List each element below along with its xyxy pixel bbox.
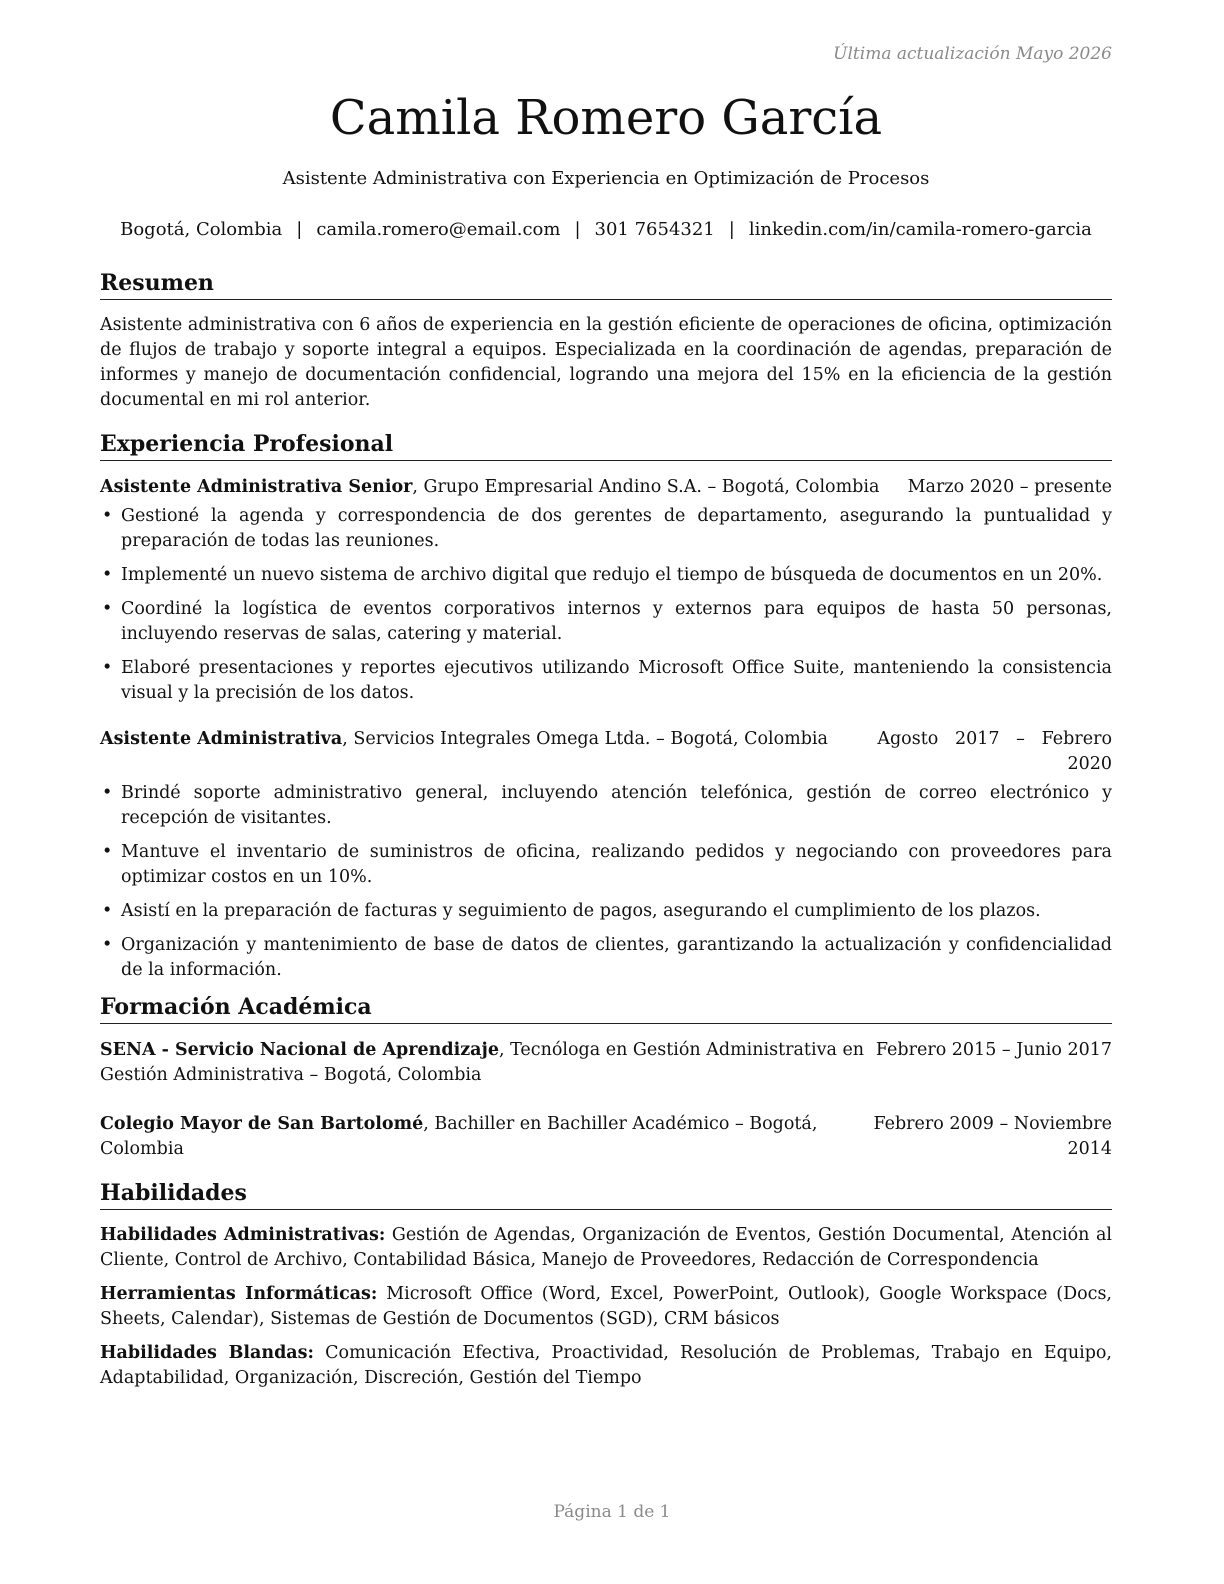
education-degree: , Tecnóloga en Gestión Administrativa en [498, 1040, 865, 1060]
job-header [100, 475, 1112, 500]
job-dates: Marzo 2020 – presente [907, 477, 1112, 497]
contact-phone[interactable]: 301 7654321 [594, 219, 715, 240]
job-bullet [100, 563, 1112, 588]
bullet-text: Brindé soporte administrativo general, incluyendo atención telefónica, gestión de correo electrónico y recepción de visitantes. [121, 783, 1112, 828]
bullet-dot-icon: • [102, 565, 113, 585]
education-dates [873, 1112, 1112, 1162]
skill-group-label: Habilidades Blandas: [100, 1343, 314, 1363]
contact-linkedin[interactable]: linkedin.com/in/camila-romero-garcia [748, 219, 1092, 240]
job-header [100, 727, 1112, 777]
skill-group [100, 1341, 1112, 1391]
job-dates [877, 727, 1112, 777]
section-title-summary: Resumen [100, 269, 1112, 300]
contact-separator: | [296, 219, 303, 240]
job-title-company [100, 727, 828, 777]
bullet-dot-icon: • [102, 506, 113, 526]
education-degree-cont: Gestión Administrativa – Bogotá, Colombia [100, 1065, 482, 1085]
candidate-headline: Asistente Administrativa con Experiencia en Optimización de Procesos [282, 168, 930, 189]
job-role: Asistente Administrativa Senior [100, 477, 413, 497]
contact-location: Bogotá, Colombia [120, 219, 283, 240]
bullet-dot-icon: • [102, 783, 113, 803]
contact-separator: | [574, 219, 581, 240]
education-degree: , Bachiller en Bachiller Académico – Bogotá, Colombia [100, 1114, 818, 1159]
education-institution-degree [100, 1112, 873, 1162]
skill-group-text: Microsoft Office (Word, Excel, PowerPoint, Outlook), Google Workspace (Docs, Sheets, Calendar), Sistemas de Gestión de Documentos (SGD), CRM básicos [100, 1284, 1112, 1329]
bullet-text: Coordiné la logística de eventos corporativos internos y externos para equipos de hasta 50 personas, incluyendo reservas de salas, catering y material. [121, 599, 1112, 644]
job-bullets [100, 781, 1112, 983]
education-line [100, 1038, 1112, 1063]
job-dates-line1: Agosto 2017 – Febrero [877, 729, 1112, 749]
bullet-dot-icon: • [102, 599, 113, 619]
education-entry [100, 1038, 1112, 1088]
job-bullet [100, 899, 1112, 924]
skill-group [100, 1282, 1112, 1332]
bullet-dot-icon: • [102, 935, 113, 955]
education-institution-degree [100, 1038, 864, 1063]
education-dates-line1: Febrero 2009 – Noviembre [873, 1114, 1112, 1134]
contact-email[interactable]: camila.romero@email.com [316, 219, 561, 240]
bullet-dot-icon: • [102, 658, 113, 678]
candidate-name: Camila Romero García [329, 90, 883, 146]
bullet-text: Mantuve el inventario de suministros de oficina, realizando pedidos y negociando con proveedores para optimizar costos en un 10%. [121, 842, 1112, 887]
job-bullet [100, 597, 1112, 647]
summary-section [100, 269, 1112, 413]
job-bullet [100, 656, 1112, 706]
bullet-dot-icon: • [102, 842, 113, 862]
education-entry [100, 1112, 1112, 1162]
job-bullet [100, 933, 1112, 983]
section-title-skills: Habilidades [100, 1179, 1112, 1210]
page-number: Página 1 de 1 [553, 1502, 671, 1522]
education-section [100, 993, 1112, 1162]
skill-group-text: Gestión de Agendas, Organización de Eventos, Gestión Documental, Atención al Cliente, Control de Archivo, Contabilidad Básica, Manejo de Proveedores, Redacción de Correspondencia [100, 1225, 1112, 1270]
contact-separator: | [728, 219, 735, 240]
bullet-text: Implementé un nuevo sistema de archivo digital que redujo el tiempo de búsqueda de documentos en un 20%. [121, 565, 1103, 585]
job-role: Asistente Administrativa [100, 729, 343, 749]
job-company: , Servicios Integrales Omega Ltda. – Bogotá, Colombia [342, 729, 828, 749]
education-dates-line2: 2014 [1067, 1139, 1112, 1159]
job-entry [100, 727, 1112, 983]
skill-group [100, 1223, 1112, 1273]
resume-page [100, 0, 1112, 1400]
section-title-experience: Experiencia Profesional [100, 430, 1112, 461]
education-line [100, 1112, 1112, 1162]
skill-group-label: Habilidades Administrativas: [100, 1225, 386, 1245]
job-bullets [100, 504, 1112, 706]
job-dates-line2: 2020 [1067, 754, 1112, 774]
skills-list [100, 1223, 1112, 1391]
bullet-text: Gestioné la agenda y correspondencia de dos gerentes de departamento, asegurando la puntualidad y preparación de todas las reuniones. [121, 506, 1112, 551]
contact-line [100, 219, 1112, 241]
summary-text: Asistente administrativa con 6 años de experiencia en la gestión eficiente de operaciones de oficina, optimización de flujos de trabajo y soporte integral a equipos. Especializada en la coordinación de agendas, preparación de informes y manejo de documentación confidencial, logrando una mejora del 15% en la eficiencia de la gestión documental en mi rol anterior. [100, 315, 1112, 410]
skill-group-text: Comunicación Efectiva, Proactividad, Resolución de Problemas, Trabajo en Equipo, Adaptabilidad, Organización, Discreción, Gestión del Tiempo [100, 1343, 1112, 1388]
skill-group-label: Herramientas Informáticas: [100, 1284, 378, 1304]
experience-section [100, 430, 1112, 983]
bullet-text: Asistí en la preparación de facturas y seguimiento de pagos, asegurando el cumplimiento de los plazos. [121, 901, 1041, 921]
bullet-text: Elaboré presentaciones y reportes ejecutivos utilizando Microsoft Office Suite, manteniendo la consistencia visual y la precisión de los datos. [121, 658, 1112, 703]
section-title-education: Formación Académica [100, 993, 1112, 1024]
education-institution: SENA - Servicio Nacional de Aprendizaje [100, 1040, 499, 1060]
job-title-company [100, 475, 879, 500]
job-entry [100, 475, 1112, 706]
last-updated-note: Última actualización Mayo 2026 [833, 44, 1112, 64]
education-dates: Febrero 2015 – Junio 2017 [875, 1040, 1112, 1060]
job-bullet [100, 504, 1112, 554]
job-bullet [100, 781, 1112, 831]
bullet-dot-icon: • [102, 901, 113, 921]
job-company: , Grupo Empresarial Andino S.A. – Bogotá, Colombia [412, 477, 880, 497]
bullet-text: Organización y mantenimiento de base de datos de clientes, garantizando la actualización y confidencialidad de la información. [121, 935, 1112, 980]
education-institution: Colegio Mayor de San Bartolomé [100, 1114, 424, 1134]
skills-section [100, 1179, 1112, 1391]
job-bullet [100, 840, 1112, 890]
